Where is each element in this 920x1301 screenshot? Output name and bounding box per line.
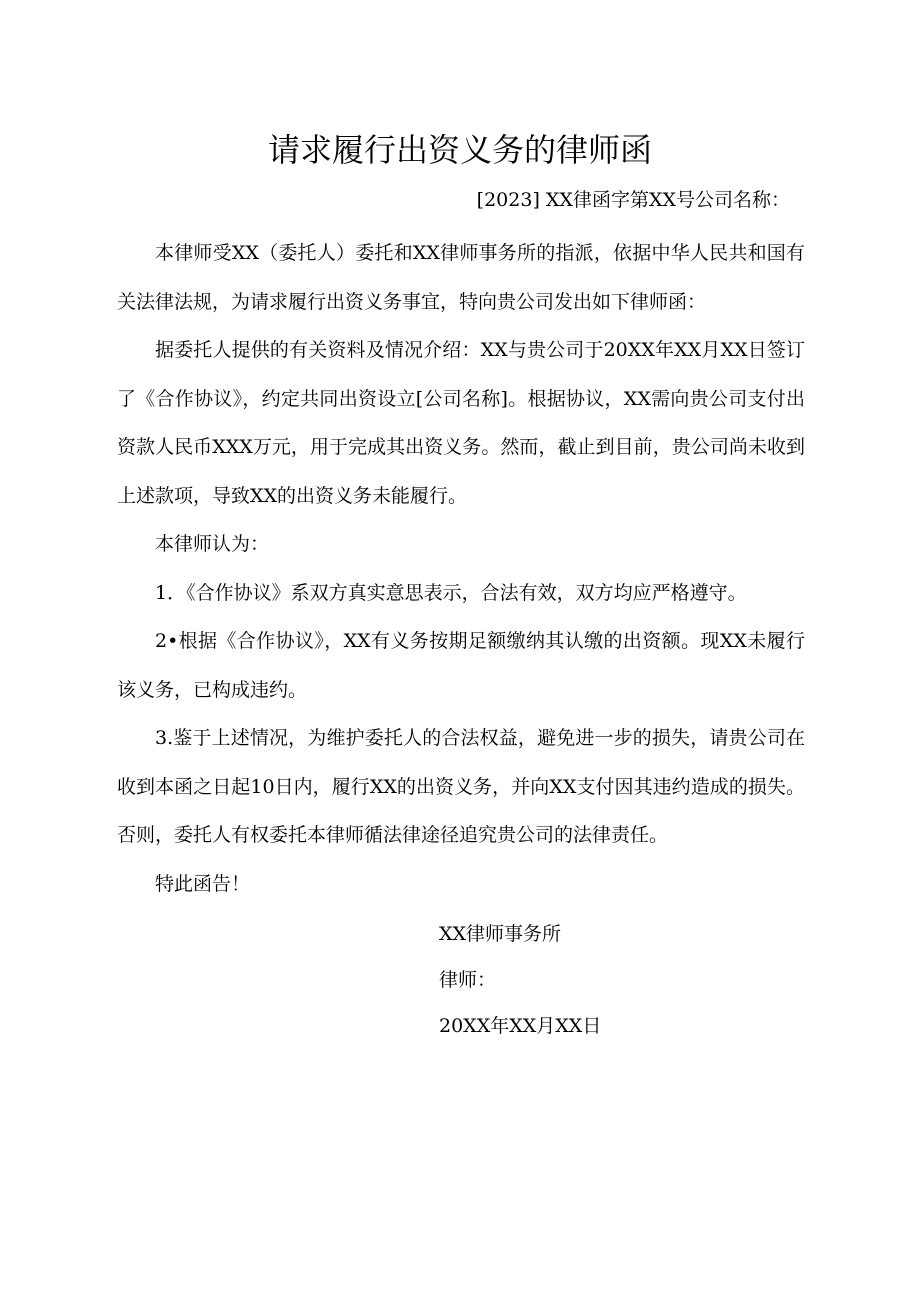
paragraph-closing: 特此函告！ <box>155 872 251 895</box>
signature-firm: XX律师事务所 <box>439 923 562 945</box>
signature-date: 20XX年XX月XX日 <box>439 1015 602 1037</box>
paragraph-point-2: 2•根据《合作协议》，XX有义务按期足额缴纳其认缴的出资额。现XX未履行该义务，已构成违约。 <box>117 630 805 701</box>
letter-body <box>117 229 805 908</box>
paragraph-intro: 本律师受XX（委托人）委托和XX律师事务所的指派，依据中华人民共和国有关法律法规，为请求履行出资义务事宜，特向贵公司发出如下律师函： <box>117 242 805 313</box>
document-title: 请求履行出资义务的律师函 <box>267 131 652 169</box>
paragraph-opinion-heading: 本律师认为： <box>155 533 270 555</box>
paragraph-facts: 据委托人提供的有关资料及情况介绍：XX与贵公司于20XX年XX月XX日签订了《合作协议》，约定共同出资设立[公司名称]。根据协议，XX需向贵公司支付出资款人民币XXX万元，用于完成其出资义务。然而，截止到目前，贵公司尚未收到上述款项，导致XX的出资义务未能履行。 <box>117 339 805 507</box>
signature-lawyer: 律师： <box>439 969 497 991</box>
reference-line: [2023] XX律函字第XX号公司名称： <box>476 189 790 211</box>
signature-block <box>439 911 799 1049</box>
paragraph-point-3: 3.鉴于上述情况，为维护委托人的合法权益，避免进一步的损失，请贵公司在收到本函之日起10日内，履行XX的出资义务，并向XX支付因其违约造成的损失。否则，委托人有权委托本律师循法律途径追究贵公司的法律责任。 <box>117 727 805 846</box>
paragraph-point-1: 1．《合作协议》系双方真实意思表示，合法有效，双方均应严格遵守。 <box>155 581 747 604</box>
